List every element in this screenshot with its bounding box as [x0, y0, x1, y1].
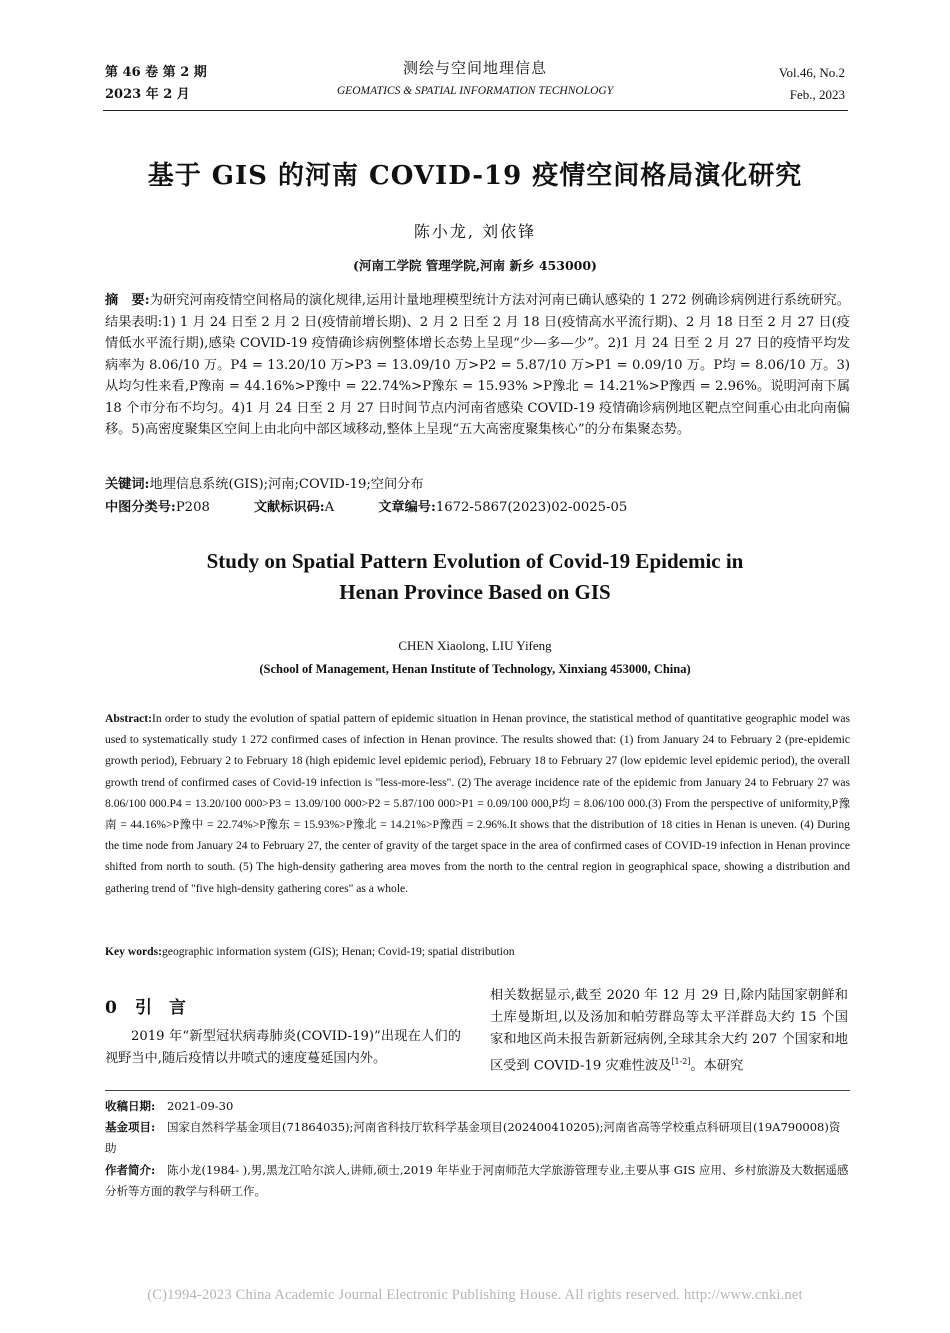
fund-label: 基金项目: — [105, 1120, 156, 1134]
abstract-cn-rate-p1: P1 = 0.09/10 万。 — [595, 357, 714, 373]
footnote-received — [105, 1096, 850, 1117]
clc-value: P208 — [175, 500, 210, 515]
authors-cn: 陈小龙, 刘依锋 — [413, 222, 537, 241]
abstract-cn-rate-p2: P2 = 5.87/10 万> — [479, 357, 596, 373]
abstract-en-share-2: P豫中 = 22.74%> — [172, 818, 260, 832]
intro-right-text-2: 。本研究 — [690, 1058, 744, 1074]
abstract-cn-text-3: 说明河南下属 18 个市分布不均匀。4)1 月 24 日至 2 月 27 日时间节点内河南省感染 COVID-19 疫情确诊病例地区靶点空间重心由北向南偏移。5)高密度聚集区空间上由北向中部区域移动,整体上呈现“五大高密度聚集核心”的分布集聚态势。 — [105, 379, 851, 437]
abstract-cn-label: 摘 要: — [105, 293, 150, 308]
abstract-cn-text-1: 为研究河南疫情空间格局的演化规律,运用计量地理模型统计方法对河南已确认感染的 1 272 例确诊病例进行系统研究。结果表明:1) 1 月 24 日至 2 月 2 日(疫情前增长期)、2 月 2 日至 2 月 18 日(疫情高水平流行期)、2 月 18 日至 2 月 27 日(疫情低水平流行期),感染 COVID-19 疫情确诊病例整体增长态势上呈现“少—多—少”。2)1 月 24 日至 2 月 27 日的疫情平均发病率为 8.06/10 万。 — [105, 293, 850, 373]
abstract-en-rate-p4: P4 = 13.20/100 000> — [169, 796, 269, 810]
abstract-en-rate-avg: P均 = 8.06/100 000. — [551, 796, 649, 810]
abstract-en-rate-p1: P1 = 0.09/100 000, — [461, 796, 552, 810]
keywords-en-text: geographic information system (GIS); Henan; Covid-19; spatial distribution — [162, 945, 515, 958]
citation-ref: [1-2] — [671, 1057, 691, 1066]
volume-cn: 第 46 卷 第 2 期 — [105, 65, 207, 80]
abstract-cn-rate-avg: P均 = 8.06/10 万。 — [713, 357, 837, 373]
journal-name-en: GEOMATICS & SPATIAL INFORMATION TECHNOLOGY — [336, 85, 614, 97]
section-number: 0 — [105, 998, 117, 1018]
abstract-cn-text-2: 3) 从均匀性来看, — [105, 357, 850, 394]
keywords-en-label: Key words: — [105, 945, 162, 958]
abstract-en-share-4: P豫北 = 14.21%> — [345, 818, 433, 832]
paper-title-en-line2: Henan Province Based on GIS — [339, 580, 611, 604]
keywords-cn-text: 地理信息系统(GIS);河南;COVID-19;空间分布 — [149, 477, 424, 492]
intro-right-text-1: 相关数据显示,截至 2020 年 12 月 29 日,除内陆国家朝鲜和土库曼斯坦,以及汤加和帕劳群岛等太平洋群岛大约 15 个国家和地区尚未报告新新冠病例,全球其余大约 207 个国家和地区受到 COVID-19 灾难性波及 — [490, 988, 848, 1074]
authors-en: CHEN Xiaolong, LIU Yifeng — [398, 638, 552, 653]
abstract-cn-rate-p3: P3 = 13.09/10 万> — [354, 357, 480, 373]
article-no-label: 文章编号: — [378, 500, 436, 515]
paper-title-en-line1: Study on Spatial Pattern Evolution of Covid-19 Epidemic in — [206, 549, 744, 573]
abstract-cn — [105, 290, 850, 441]
paper-title-en — [0, 546, 950, 608]
article-no-value: 1672-5867(2023)02-0025-05 — [435, 500, 628, 515]
section-heading — [105, 993, 186, 1018]
footnote-author — [105, 1160, 850, 1202]
abstract-cn-share-4: P豫北 = 14.21%> — [543, 379, 660, 394]
abstract-cn-share-2: P豫中 = 22.74%> — [305, 379, 423, 394]
journal-name-cn: 测绘与空间地理信息 — [402, 59, 547, 77]
abstract-en-text-3: It shows that the distribution of 18 cities in Henan is uneven. (4) During the time node from January 24 to February 27, the center of gravity of the target space in the area of confirmed cases of COVID-19 infection in Henan province shifted from north to south. (5) The high-density gathering area moves from the north to the central region in geographical space, showing a distribution and gathering trend of "five high-density gathering cores" as a whole. — [105, 818, 850, 895]
abstract-cn-rate-p4: P4 = 13.20/10 万> — [230, 357, 355, 373]
footnote-rule — [105, 1090, 850, 1091]
paper-title-cn: 基于 GIS 的河南 COVID-19 疫情空间格局演化研究 — [147, 161, 803, 191]
volume-en: Vol.46, No.2 — [778, 65, 845, 80]
keywords-cn — [105, 474, 850, 496]
doc-code-label: 文献标识码: — [253, 500, 325, 515]
keywords-cn-label: 关键词: — [105, 477, 150, 492]
intro-right-column — [490, 985, 848, 1077]
abstract-en-share-5: P豫西 = 2.96%. — [432, 818, 510, 832]
abstract-en-rate-p2: P2 = 5.87/100 000> — [368, 796, 462, 810]
date-en: Feb., 2023 — [789, 87, 845, 102]
fund-value: 国家自然科学基金项目(71864035);河南省科技厅软科学基金项目(202400410205);河南省高等学校重点科研项目(19A790008)资助 — [105, 1120, 841, 1155]
date-cn: 2023 年 2 月 — [105, 87, 190, 102]
classification-line — [105, 497, 850, 519]
header-rule — [103, 110, 848, 111]
received-label: 收稿日期: — [105, 1099, 156, 1113]
abstract-en-share-3: P豫东 = 15.93%> — [259, 818, 346, 832]
author-bio-label: 作者简介: — [105, 1163, 156, 1177]
abstract-en — [105, 708, 850, 899]
author-bio-value: 陈小龙(1984- ),男,黑龙江哈尔滨人,讲师,硕士,2019 年毕业于河南师范大学旅游管理专业,主要从事 GIS 应用、乡村旅游及大数据遥感分析等方面的教学与科研工作。 — [105, 1163, 849, 1198]
copyright-notice: (C)1994-2023 China Academic Journal Electronic Publishing House. All rights reserved. http://www.cnki.net — [147, 1287, 803, 1303]
abstract-en-text-2: (3) From the perspective of uniformity, — [648, 796, 832, 810]
abstract-en-text-1: In order to study the evolution of spatial pattern of epidemic situation in Henan province, the statistical method of quantitative geographic model was used to systematically study 1 272 confirmed cases of infection in Henan province. The results showed that: (1) from January 24 to February 2 (pre-epidemic growth period), February 2 to February 18 (high epidemic level epidemic period), February 18 to February 27 (low epidemic level epidemic period), the overall growth trend of confirmed cases of Covid-19 infection is "less-more-less". (2) The average incidence rate of the epidemic from January 24 to February 27 was 8.06/100 000. — [105, 712, 850, 810]
abstract-cn-share-3: P豫东 = 15.93% > — [422, 379, 544, 394]
intro-left-column: 2019 年“新型冠状病毒肺炎(COVID-19)”出现在人们的视野当中,随后疫情以井喷式的速度蔓延国内外。 — [105, 1029, 461, 1066]
header-right — [779, 62, 845, 106]
abstract-en-share-1: P豫南 = 44.16%> — [105, 796, 851, 832]
abstract-cn-share-5: P豫西 = 2.96%。 — [659, 379, 771, 394]
clc-label: 中图分类号: — [105, 500, 176, 515]
abstract-en-label: Abstract: — [105, 712, 153, 725]
section-title: 引 言 — [135, 998, 186, 1018]
keywords-en — [105, 941, 850, 963]
abstract-en-rate-p3: P3 = 13.09/100 000> — [268, 796, 369, 810]
doc-code-value: A — [324, 500, 335, 515]
affiliation-cn: (河南工学院 管理学院,河南 新乡 453000) — [353, 258, 597, 273]
footnote-fund — [105, 1117, 850, 1159]
affiliation-en: (School of Management, Henan Institute of Technology, Xinxiang 453000, China) — [259, 662, 691, 676]
received-value: 2021-09-30 — [167, 1099, 234, 1113]
abstract-cn-share-1: P豫南 = 44.16%> — [189, 379, 306, 394]
